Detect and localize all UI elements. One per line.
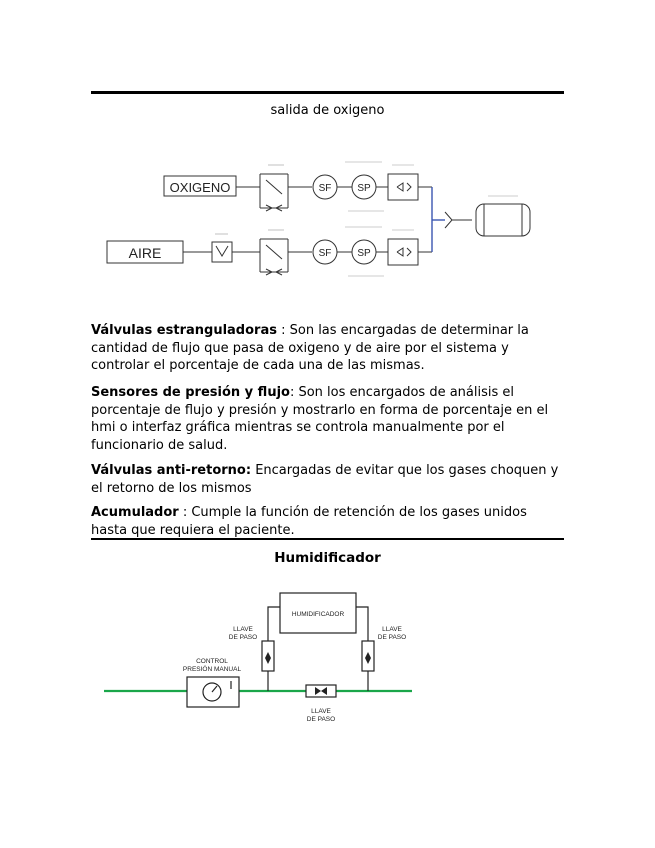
accumulator-tank xyxy=(445,204,530,236)
bottom-valve-label-1: LLAVE xyxy=(311,708,331,715)
paragraph-accumulator xyxy=(91,504,566,539)
air-filter xyxy=(212,242,232,262)
desc-throttle-valves: : Son las encargadas de determinar la cantidad de flujo que pasa de oxigeno y de aire por el sistema y controlar el porcentaje de cada una de las mismas. xyxy=(91,323,529,373)
control-label-1: CONTROL xyxy=(196,658,228,665)
humidifier-label: HUMIDIFICADOR xyxy=(291,611,345,618)
top-rule xyxy=(91,91,564,94)
oxygen-output-caption: salida de oxigeno xyxy=(270,103,385,118)
term-sensors: Sensores de presión y flujo xyxy=(91,385,290,400)
paragraph-check-valves xyxy=(91,462,566,497)
air-label: AIRE xyxy=(128,245,162,261)
section-rule xyxy=(91,538,564,540)
paragraph-sensors xyxy=(91,384,566,454)
right-valve-label-2: DE PASO xyxy=(377,634,407,641)
paragraph-throttle-valves xyxy=(91,322,566,375)
sp-label-air: SP xyxy=(357,248,371,259)
throttle-valve-air xyxy=(266,245,282,259)
term-throttle-valves: Válvulas estranguladoras xyxy=(91,323,277,338)
sf-label-air: SF xyxy=(318,248,332,259)
term-accumulator: Acumulador xyxy=(91,505,179,520)
throttle-valve-oxygen xyxy=(266,180,282,194)
sf-label-oxygen: SF xyxy=(318,183,332,194)
desc-accumulator: : Cumple la función de retención de los gases unidos hasta que requiera el paciente. xyxy=(91,505,527,538)
oxygen-label: OXIGENO xyxy=(169,180,231,195)
right-valve-label-1: LLAVE xyxy=(382,626,402,633)
humidifier-caption: Humidificador xyxy=(274,550,381,566)
mixing-junction xyxy=(432,187,445,252)
bottom-valve-label-2: DE PASO xyxy=(306,716,336,723)
left-valve-label-1: LLAVE xyxy=(233,626,253,633)
oxygen-output-diagram xyxy=(100,150,560,300)
desc-sensors: : Son los encargados de análisis el porcentaje de flujo y presión y mostrarlo en forma de porcentaje en el hmi o interfaz gráfica mientras se controla manualmente por el funcionario de salud. xyxy=(91,385,549,453)
left-valve-label-2: DE PASO xyxy=(228,634,258,641)
sp-label-oxygen: SP xyxy=(357,183,371,194)
humidifier-diagram xyxy=(100,585,420,735)
control-label-2: PRESIÓN MANUAL xyxy=(182,666,242,673)
term-check-valves: Válvulas anti-retorno: xyxy=(91,463,252,478)
desc-check-valves: Encargadas de evitar que los gases choquen y el retorno de los mismos xyxy=(91,463,559,496)
